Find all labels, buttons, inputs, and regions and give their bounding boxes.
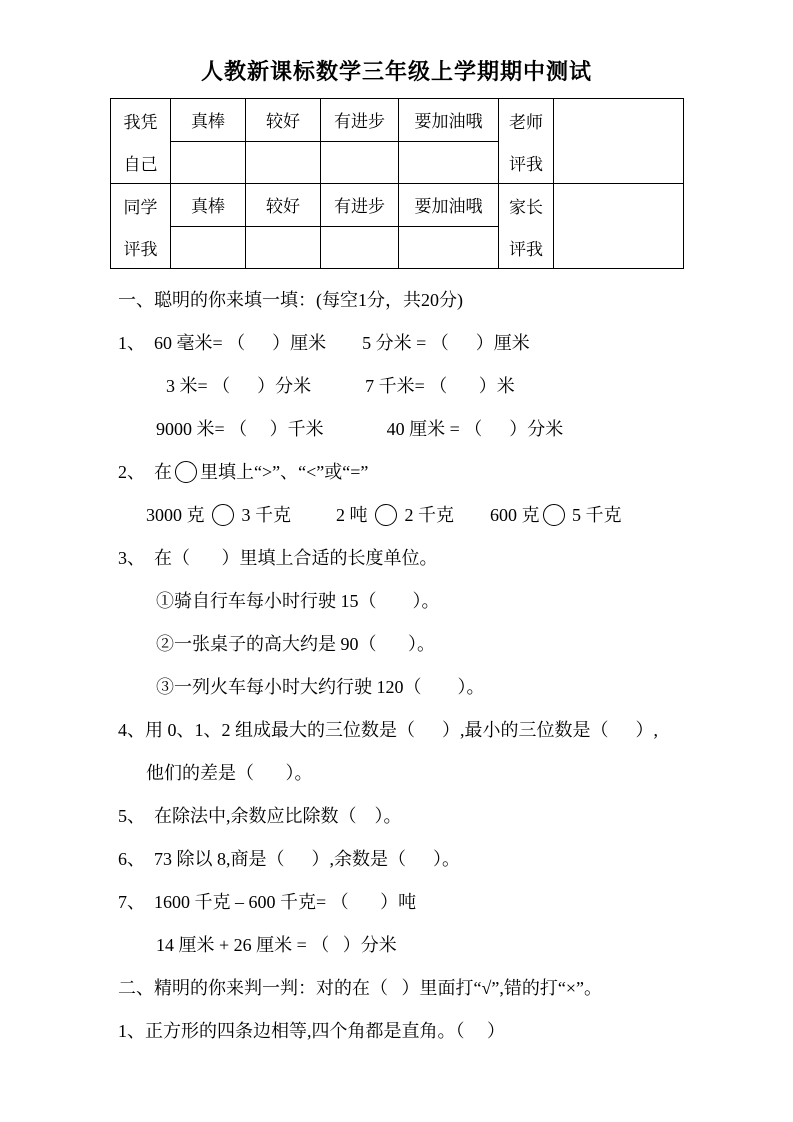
question-line: 5、 在除法中,余数应比除数（ ）。: [118, 806, 402, 826]
comparison-circle: [375, 504, 397, 526]
comparison-circle: [175, 461, 197, 483]
question-line: 14 厘米 + 26 厘米 = （ ）分米: [156, 935, 397, 955]
peer-eval-label-cell: [111, 184, 171, 269]
answer-cell: [171, 226, 246, 269]
option-cell: 要加油哦: [399, 99, 499, 142]
option-cell: 真棒: [171, 184, 246, 227]
self-eval-label: 我凭 自己: [123, 112, 158, 174]
question-line: 1、 60 毫米= （ ）厘米 5 分米 = （ ）厘米: [118, 333, 530, 353]
parent-eval-answer-cell: [554, 184, 684, 269]
comparison-circle: [212, 504, 234, 526]
question-line: 2、 在 里填上“>”、“<”或“=”: [118, 462, 369, 482]
evaluation-table: [110, 98, 684, 269]
comparison-circle: [543, 504, 565, 526]
content-lines: [0, 279, 793, 1053]
question-line: 3 米= （ ）分米 7 千米= （ ）米: [166, 376, 515, 396]
question-line: 二、精明的你来判一判：对的在（ ）里面打“√”,错的打“×”。: [118, 978, 602, 998]
question-line: ②一张桌子的高大约是 90（ ）。: [156, 634, 435, 654]
question-line: 9000 米= （ ）千米 40 厘米 = （ ）分米: [156, 419, 564, 439]
question-line: 1、正方形的四条边相等,四个角都是直角。（ ）: [118, 1021, 505, 1041]
self-eval-label-cell: [111, 99, 171, 184]
option-cell: 要加油哦: [399, 184, 499, 227]
question-line: 7、 1600 千克 – 600 千克= （ ）吨: [118, 892, 417, 912]
answer-cell: [171, 141, 246, 184]
option-cell: 有进步: [321, 184, 399, 227]
teacher-eval-answer-cell: [554, 99, 684, 184]
answer-cell: [246, 226, 321, 269]
answer-cell: [321, 226, 399, 269]
question-line: 3000 克 3 千克 2 吨 2 千克 600 克 5 千克: [146, 505, 622, 525]
peer-eval-label: 同学 评我: [123, 197, 158, 259]
question-line: ③一列火车每小时大约行驶 120（ ）。: [156, 677, 485, 697]
answer-cell: [399, 141, 499, 184]
question-line: 6、 73 除以 8,商是（ ）,余数是（ ）。: [118, 849, 460, 869]
answer-cell: [321, 141, 399, 184]
answer-cell: [246, 141, 321, 184]
answer-cell: [399, 226, 499, 269]
option-cell: 较好: [246, 99, 321, 142]
option-cell: 真棒: [171, 99, 246, 142]
teacher-eval-label: 老师 评我: [509, 112, 543, 174]
page-title: 人教新课标数学三年级上学期期中测试: [200, 59, 592, 84]
table-row: [111, 184, 684, 227]
option-cell: 较好: [246, 184, 321, 227]
parent-eval-label: 家长 评我: [509, 197, 543, 259]
option-cell: 有进步: [321, 99, 399, 142]
teacher-eval-label-cell: [499, 99, 554, 184]
question-line: 4、用 0、1、2 组成最大的三位数是（ ）,最小的三位数是（ ）,: [118, 720, 658, 740]
question-line: 3、 在（ ）里填上合适的长度单位。: [118, 548, 438, 568]
question-line: 一、聪明的你来填一填：(每空1分，共20分): [118, 290, 463, 310]
question-line: ①骑自行车每小时行驶 15（ ）。: [156, 591, 440, 611]
question-line: 他们的差是（ ）。: [146, 763, 313, 783]
table-row: [111, 99, 684, 142]
parent-eval-label-cell: [499, 184, 554, 269]
